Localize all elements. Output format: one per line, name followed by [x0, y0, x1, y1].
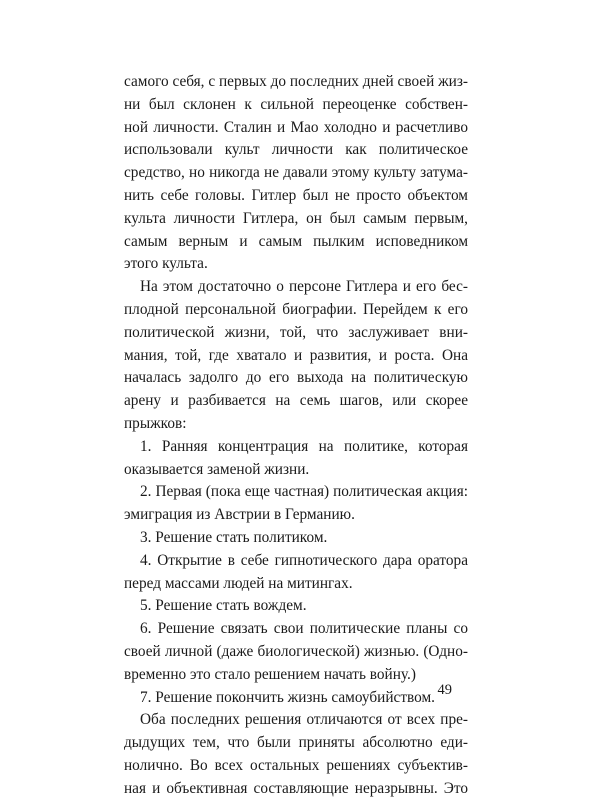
text-line: оказывается заменой жизни.: [124, 460, 310, 478]
text-line: ни был склонен к сильной переоценке собствен-: [124, 95, 468, 113]
text-line: мания, той, где хватало и развития, и роста. Она: [124, 346, 468, 364]
text-line: этого культа.: [124, 255, 208, 273]
page-number: 49: [437, 682, 452, 698]
list-item-3: [124, 527, 468, 550]
text-line: самым верным и самым пылким исповедником: [124, 232, 468, 250]
list-item-5: [124, 595, 468, 618]
text-line: нить себе головы. Гитлер был не просто объектом: [124, 186, 468, 204]
text-line: 4. Открытие в себе гипнотического дара оратора: [140, 551, 468, 569]
text-line: 5. Решение стать вождем.: [140, 597, 307, 615]
text-line: культа личности Гитлера, он был самым первым,: [124, 209, 468, 227]
list-item-1: [124, 436, 468, 482]
text-line: началась задолго до его выхода на политическую: [124, 369, 468, 387]
text-line: временно это стало решением начать войну.): [124, 665, 416, 683]
list-item-7: [124, 687, 468, 710]
paragraph-1: [124, 71, 468, 276]
text-line: своей личной (даже биологической) жизнью. (Одно-: [124, 642, 468, 660]
paragraph-2: [124, 276, 468, 436]
list-item-2: [124, 481, 468, 527]
text-line: 6. Решение связать свои политические планы со: [140, 620, 468, 638]
text-line: ной личности. Сталин и Мао холодно и расчетливо: [124, 118, 468, 136]
text-line: использовали культ личности как политическое: [124, 141, 468, 159]
text-line: 2. Первая (пока еще частная) политическая акция:: [140, 483, 468, 501]
text-line: Оба последних решения отличаются от всех пре-: [140, 711, 468, 729]
text-line: арену и разбивается на семь шагов, или скорее: [124, 392, 468, 410]
text-line: дыдущих тем, что были приняты абсолютно еди-: [124, 734, 468, 752]
text-line: 1. Ранняя концентрация на политике, которая: [140, 437, 468, 455]
text-line: прыжков:: [124, 414, 187, 432]
text-line: самого себя, с первых до последних дней своей жиз-: [124, 73, 468, 90]
text-line: нолично. Во всех остальных решениях субъектив-: [124, 756, 468, 774]
text-line: На этом достаточно о персоне Гитлера и его бес-: [140, 278, 468, 296]
text-line: плодной персональной биографии. Перейдем к его: [124, 300, 468, 318]
text-line: 3. Решение стать политиком.: [140, 528, 328, 546]
text-line: эмиграция из Австрии в Германию.: [124, 506, 355, 524]
paragraph-final: [124, 709, 468, 800]
body-text: [124, 71, 468, 801]
text-line: средство, но никогда не давали этому культу затума-: [124, 164, 468, 182]
text-line: 7. Решение покончить жизнь самоубийством.: [140, 688, 435, 706]
text-line: политической жизни, той, что заслуживает вни-: [124, 323, 468, 341]
text-line: перед массами людей на митингах.: [124, 574, 353, 592]
list-item-4: [124, 550, 468, 596]
text-line: ная и объективная составляющие неразрывны. Это: [124, 779, 468, 797]
list-item-6: [124, 618, 468, 686]
